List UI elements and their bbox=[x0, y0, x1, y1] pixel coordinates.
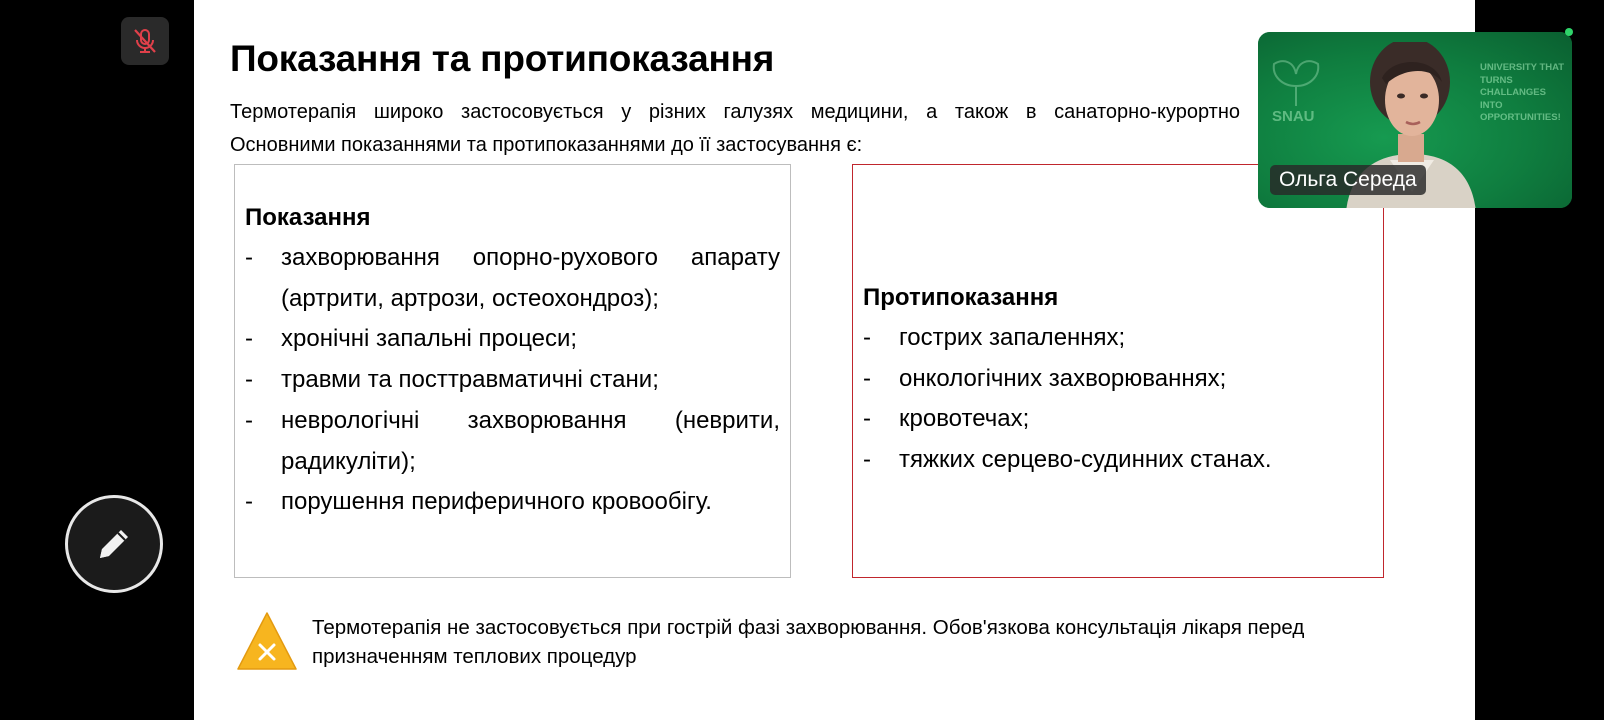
pencil-icon bbox=[92, 522, 136, 566]
contraindications-box bbox=[852, 164, 1384, 578]
list-item: - хронічні запальні процеси; bbox=[245, 325, 578, 353]
microphone-muted-icon bbox=[130, 26, 160, 56]
video-slogan: UNIVERSITY THAT TURNS CHALLANGES INTO OPPORTUNITIES! bbox=[1480, 62, 1565, 123]
intro-line-2: Основними показаннями та протипоказаннями до її застосування є: bbox=[230, 134, 863, 156]
list-item: - травми та посттравматичні стани; bbox=[245, 366, 659, 394]
intro-line-1: Термотерапія широко застосовується у різних галузях медицини, а також в санаторно-курортно bbox=[230, 101, 1240, 123]
list-item: - тяжких серцево-судинних станах. bbox=[863, 446, 1272, 474]
list-item: - кровотечах; bbox=[863, 405, 1030, 433]
list-item: - захворювання опорно-рухового апарату (артрити, артрози, остеохондроз); bbox=[245, 244, 780, 312]
list-item: - онкологічних захворюваннях; bbox=[863, 364, 1227, 392]
list-item: - порушення периферичного кровообігу. bbox=[245, 488, 712, 516]
contraindications-list bbox=[863, 318, 1373, 481]
intro-text bbox=[230, 96, 1240, 162]
active-speaker-indicator bbox=[1565, 28, 1573, 36]
list-item: - неврологічні захворювання (неврити, радикуліти); bbox=[245, 406, 780, 475]
mute-microphone-button[interactable] bbox=[121, 17, 169, 65]
participant-name-label: Ольга Середа bbox=[1270, 165, 1426, 195]
list-item: - гострих запаленнях; bbox=[863, 324, 1126, 351]
warning-note: Термотерапія не застосовується при гострій фазі захворювання. Обов'язкова консультація лікаря перед призначенням теплових процедур bbox=[312, 616, 1305, 668]
slide-title: Показання та протипоказання bbox=[230, 38, 775, 79]
indications-box bbox=[234, 164, 791, 578]
participant-video-tile[interactable] bbox=[1258, 32, 1572, 208]
contraindications-heading: Протипоказання bbox=[863, 284, 1059, 311]
indications-list bbox=[245, 238, 780, 523]
video-brand: SNAU bbox=[1272, 108, 1315, 125]
warning-icon bbox=[236, 610, 298, 672]
annotate-button[interactable] bbox=[65, 495, 163, 593]
ginkgo-leaf-icon bbox=[1268, 56, 1324, 108]
indications-heading: Показання bbox=[245, 204, 371, 231]
